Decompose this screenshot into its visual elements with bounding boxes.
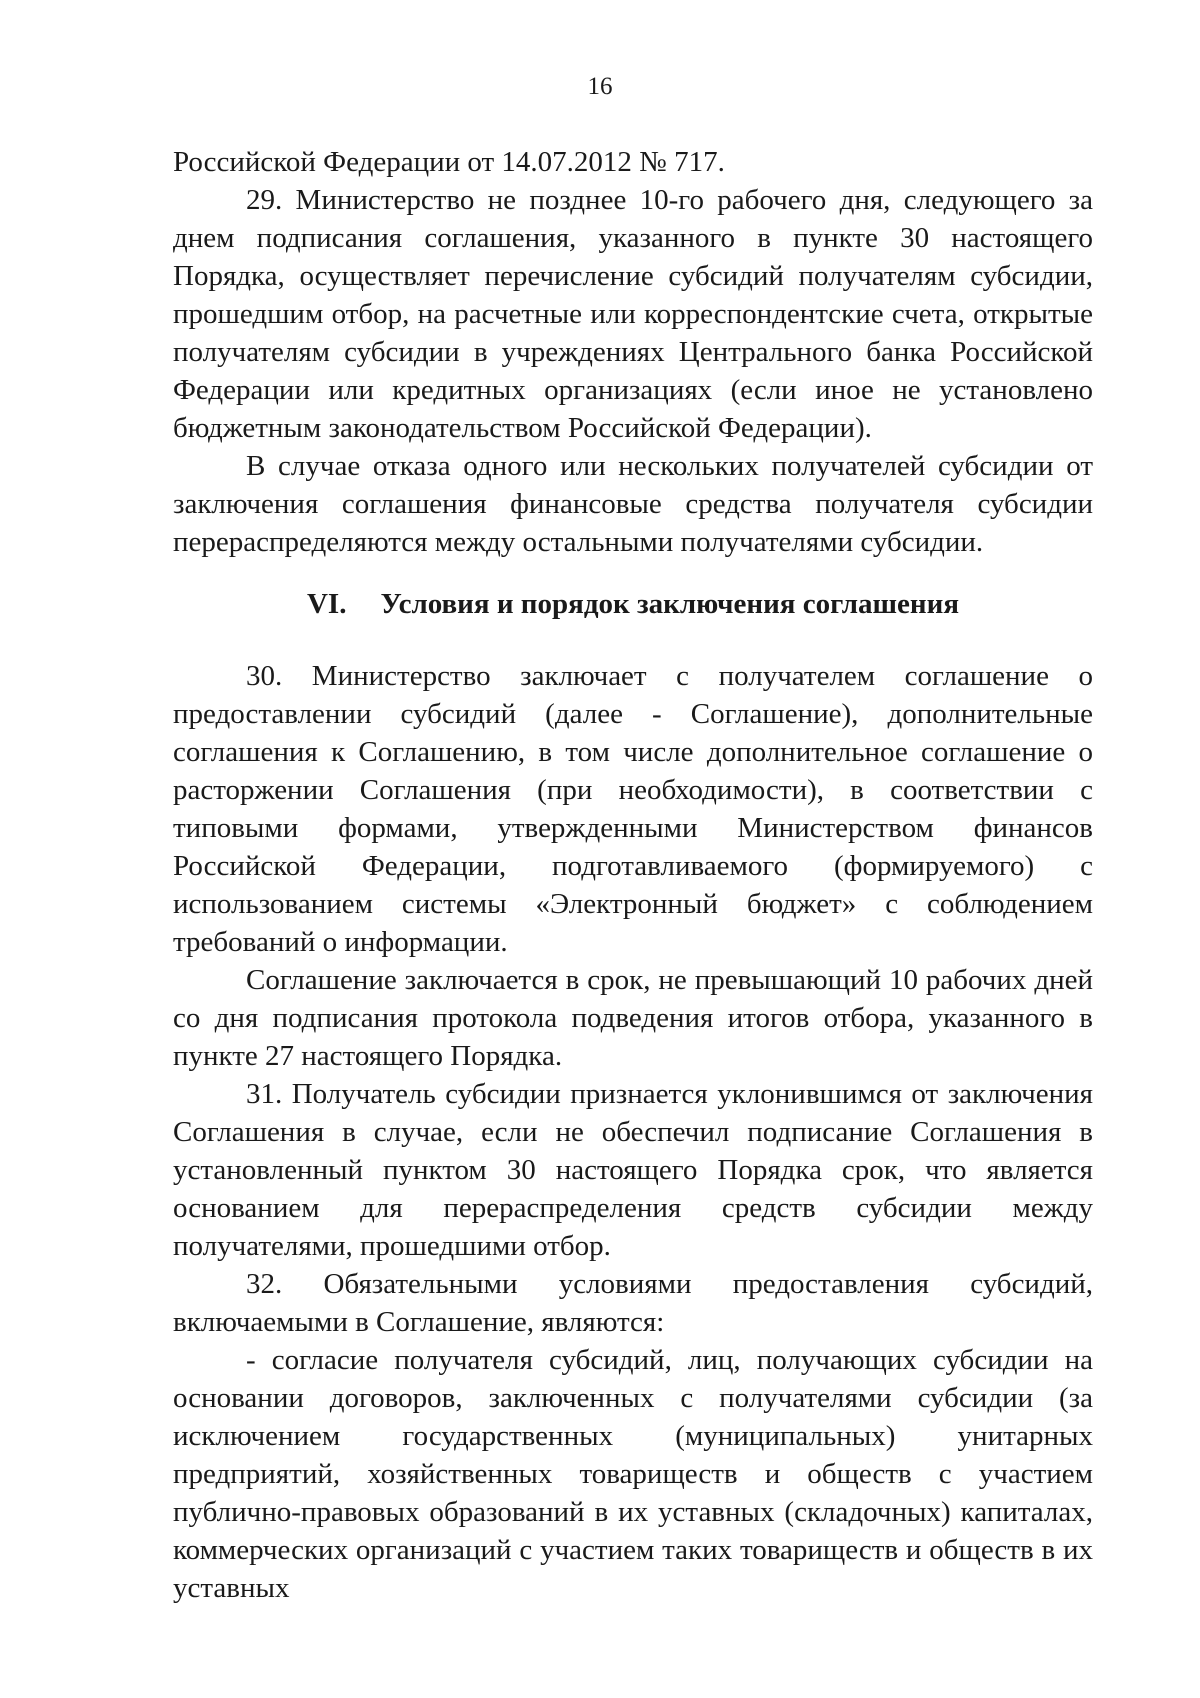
document-body <box>173 143 1093 1607</box>
section-number: VI. <box>306 588 347 620</box>
paragraph-item-31: 31. Получатель субсидии признается уклонившимся от заключения Соглашения в случае, если не обеспечил подписание Соглашения в установленный пунктом 30 настоящего Порядка срок, что является основанием для перераспределения средств субсидии между получателями, прошедшими отбор. <box>173 1078 1093 1262</box>
section-title: Условия и порядок заключения соглашения <box>380 588 960 620</box>
page-number: 16 <box>587 73 613 100</box>
paragraph-continuation: Российской Федерации от 14.07.2012 № 717. <box>173 146 725 178</box>
paragraph-agreement-term: Соглашение заключается в срок, не превышающий 10 рабочих дней со дня подписания протокола подведения итогов отбора, указанного в пункте 27 настоящего Порядка. <box>173 964 1093 1072</box>
paragraph-refusal: В случае отказа одного или нескольких получателей субсидии от заключения соглашения финансовые средства получателя субсидии перераспределяются между остальными получателями субсидии. <box>173 450 1093 558</box>
section-heading <box>173 585 1093 623</box>
paragraph-item-32: 32. Обязательными условиями предоставления субсидий, включаемыми в Соглашение, являются: <box>173 1268 1093 1338</box>
paragraph-item-30: 30. Министерство заключает с получателем соглашение о предоставлении субсидий (далее - Соглашение), дополнительные соглашения к Соглашению, в том числе дополнительное соглашение о расторжении Соглашения (при необходимости), в соответствии с типовыми формами, утвержденными Министерством финансов Российской Федерации, подготавливаемого (формируемого) с использованием системы «Электронный бюджет» с соблюдением требований о информации. <box>173 660 1093 958</box>
paragraph-consent-condition: - согласие получателя субсидий, лиц, получающих субсидии на основании договоров, заключенных с получателями субсидии (за исключением государственных (муниципальных) унитарных предприятий, хозяйственных товариществ и обществ с участием публично-правовых образований в их уставных (складочных) капиталах, коммерческих организаций с участием таких товариществ и обществ в их уставных <box>173 1344 1093 1604</box>
paragraph-item-29: 29. Министерство не позднее 10-го рабочего дня, следующего за днем подписания соглашения, указанного в пункте 30 настоящего Порядка, осуществляет перечисление субсидий получателям субсидии, прошедшим отбор, на расчетные или корреспондентские счета, открытые получателям субсидии в учреждениях Центрального банка Российской Федерации или кредитных организациях (если иное не установлено бюджетным законодательством Российской Федерации). <box>173 184 1093 444</box>
